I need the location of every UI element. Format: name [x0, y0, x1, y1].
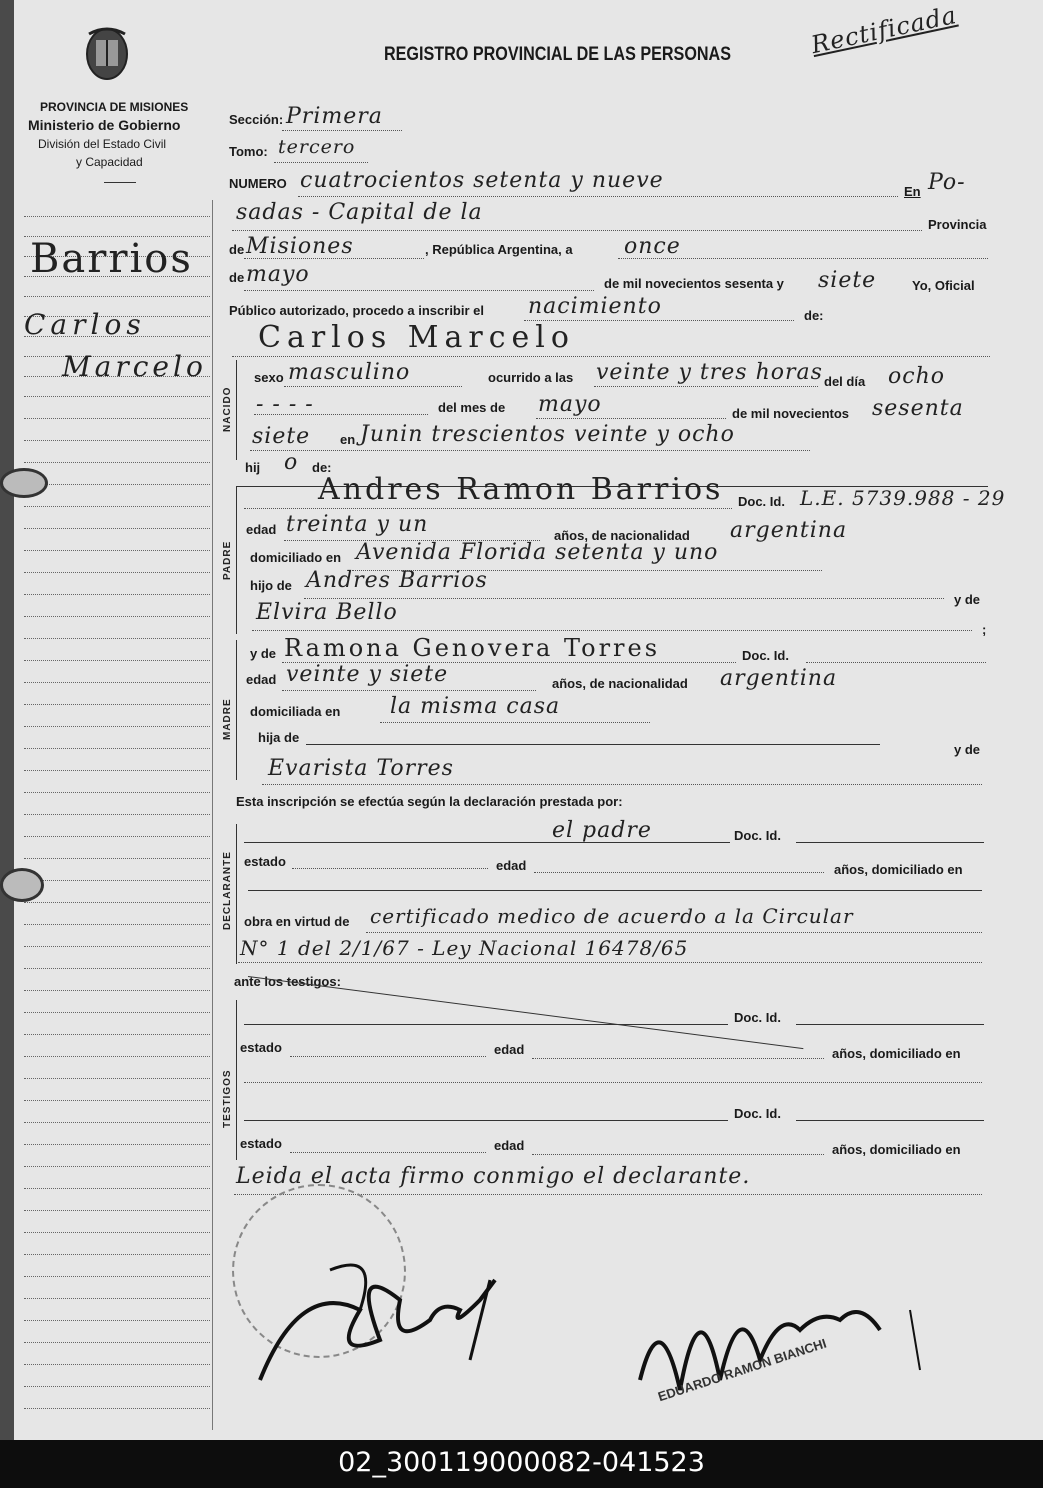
nacido-dia-value: ocho — [888, 364, 945, 389]
declarante-nombre-value: el padre — [552, 818, 652, 843]
mes-value: mayo — [246, 262, 310, 287]
testigo1-estado-label: estado — [240, 1040, 282, 1055]
provincia-rule — [244, 258, 424, 259]
padre-madre-value: Elvira Bello — [256, 600, 398, 625]
testigo2-anios-label: años, domiciliado en — [832, 1142, 961, 1157]
declarante-estado-label: estado — [244, 854, 286, 869]
testigo1-edad-rule — [532, 1058, 824, 1059]
yo-oficial-label: Yo, Oficial — [912, 278, 975, 293]
madre-doc-label: Doc. Id. — [742, 648, 789, 663]
publico-label: Público autorizado, procedo a inscribir el — [229, 303, 484, 318]
provincia-value: Misiones — [246, 234, 354, 259]
padre-hijo-label: hijo de — [250, 578, 292, 593]
republica-label: , República Argentina, a — [425, 242, 573, 257]
padre-semicolon: ; — [982, 622, 987, 637]
ministry-label: Ministerio de Gobierno — [28, 117, 181, 133]
testigo1-doc-label: Doc. Id. — [734, 1010, 781, 1025]
declarante-bracket — [236, 824, 237, 964]
header-divider — [104, 182, 136, 183]
provincia-label: Provincia — [928, 217, 987, 232]
acto-value: nacimiento — [528, 294, 662, 319]
madre-hija-rule — [306, 744, 880, 745]
padre-doc-label: Doc. Id. — [738, 494, 785, 509]
testigos-bracket — [236, 1000, 237, 1160]
madre-dom-label: domiciliada en — [250, 704, 341, 719]
declarante-intro: Esta inscripción se efectúa según la declaración prestada por: — [236, 794, 623, 809]
binding-hole — [0, 868, 44, 902]
de2-label: de — [229, 270, 245, 285]
del-dia-label: del día — [824, 374, 866, 389]
binding-hole — [0, 468, 48, 498]
padre-nombre-rule — [244, 508, 732, 509]
nacido-lugar-value: Junin trescientos veinte y ocho — [360, 422, 735, 447]
rectificada-annotation: Rectificada — [808, 0, 960, 60]
padre-dom-label: domiciliado en — [250, 550, 342, 565]
en-value: Po- — [928, 170, 966, 195]
testigos-intro: ante los testigos: — [234, 974, 341, 989]
padre-madre-rule — [252, 630, 972, 631]
nacido-en-label: en — [340, 432, 356, 447]
mes-rule — [244, 290, 594, 291]
hij-value: o — [284, 450, 299, 475]
hij-de-label: de: — [312, 460, 332, 475]
dia-value: once — [624, 234, 681, 259]
madre-madre-rule — [262, 784, 982, 785]
padre-section-label: PADRE — [222, 540, 233, 580]
madre-dom-rule — [380, 722, 650, 723]
declarante-doc-rule — [796, 842, 984, 843]
nacido-mes-rule — [536, 418, 726, 419]
seccion-rule — [282, 130, 402, 131]
obra-value-2: N° 1 del 2/1/67 - Ley Nacional 16478/65 — [240, 936, 689, 960]
de3-label: de: — [804, 308, 824, 323]
testigos-section-label: TESTIGOS — [222, 1069, 233, 1128]
padre-nac-value: argentina — [730, 518, 848, 543]
testigo1-dom-rule — [244, 1082, 982, 1083]
tomo-rule — [274, 162, 368, 163]
sexo-value: masculino — [288, 360, 411, 385]
tomo-value: tercero — [278, 136, 356, 158]
anio-label: de mil novecientos sesenta y — [604, 276, 784, 291]
padre-edad-label: edad — [246, 522, 277, 537]
madre-bracket — [236, 640, 237, 780]
mil-novecientos-label: de mil novecientos — [732, 406, 850, 421]
document-title: REGISTRO PROVINCIAL DE LAS PERSONAS — [384, 44, 731, 65]
testigo2-edad-rule — [532, 1154, 824, 1155]
dia-rule — [618, 258, 988, 259]
margin-names-2: Marcelo — [62, 350, 207, 383]
testigo2-estado-label: estado — [240, 1136, 282, 1151]
nacido-dash: - - - - — [256, 392, 314, 417]
madre-madre-value: Evarista Torres — [268, 756, 454, 781]
margin-surname: Barrios — [30, 236, 193, 282]
declarante-nombre-rule — [244, 842, 730, 843]
nacido-bracket — [236, 360, 237, 460]
stamp-name: EDUARDO RAMON BIANCHI — [656, 1335, 829, 1405]
nacido-mes-value: mayo — [538, 392, 602, 417]
padre-doc-value: L.E. 5739.988 - 29 — [800, 486, 1006, 510]
division-label-2: y Capacidad — [76, 155, 143, 169]
sexo-rule — [284, 386, 462, 387]
obra-label: obra en virtud de — [244, 914, 350, 929]
city-rule — [232, 230, 922, 231]
declarante-dom-rule — [248, 890, 982, 891]
madre-nac-value: argentina — [720, 666, 838, 691]
padre-hijo-value: Andres Barrios — [306, 568, 488, 593]
del-mes-label: del mes de — [438, 400, 506, 415]
scan-id-footer: 02_300119000082-041523 — [0, 1440, 1043, 1488]
tomo-label: Tomo: — [229, 144, 268, 159]
sexo-label: sexo — [254, 370, 284, 385]
declarante-section-label: DECLARANTE — [222, 851, 233, 930]
testigo1-nombre-rule — [244, 1024, 728, 1025]
closing-statement: Leida el acta firmo conmigo el declarante. — [236, 1164, 751, 1189]
city-value: sadas - Capital de la — [236, 200, 483, 225]
nacido-anio-value: sesenta — [872, 396, 964, 421]
padre-edad-value: treinta y un — [286, 512, 429, 537]
margin-names-1: Carlos — [24, 308, 146, 341]
testigo2-edad-label: edad — [494, 1138, 525, 1153]
nacido-anio2-value: siete — [252, 424, 311, 449]
margin-divider — [212, 200, 213, 1430]
numero-value: cuatrocientos setenta y nueve — [300, 168, 664, 193]
madre-edad-label: edad — [246, 672, 277, 687]
padre-hijo-rule — [304, 598, 944, 599]
de-label: de — [229, 242, 245, 257]
madre-y-de2-label: y de — [954, 742, 981, 757]
division-label: División del Estado Civil — [38, 137, 167, 151]
testigo1-edad-label: edad — [494, 1042, 525, 1057]
madre-nac-label: años, de nacionalidad — [552, 676, 688, 691]
testigo1-anios-label: años, domiciliado en — [832, 1046, 961, 1061]
padre-nombre-value: Andres Ramon Barrios — [318, 472, 724, 507]
hora-rule — [594, 386, 818, 387]
madre-nombre-value: Ramona Genovera Torres — [284, 634, 661, 662]
madre-edad-value: veinte y siete — [286, 662, 449, 687]
obra-rule-2 — [238, 962, 982, 963]
coat-of-arms-icon — [84, 24, 130, 82]
madre-doc-rule — [806, 662, 986, 663]
declarante-edad-rule — [534, 872, 824, 873]
testigo1-doc-rule — [796, 1024, 984, 1025]
numero-rule — [298, 196, 898, 197]
testigo1-estado-rule — [290, 1056, 486, 1057]
testigo2-estado-rule — [290, 1152, 486, 1153]
padre-y-de-label: y de — [954, 592, 981, 607]
declarante-edad-label: edad — [496, 858, 527, 873]
padre-dom-value: Avenida Florida setenta y uno — [356, 540, 719, 565]
hora-value: veinte y tres horas — [596, 360, 823, 385]
madre-y-de-label: y de — [250, 646, 277, 661]
testigo2-doc-label: Doc. Id. — [734, 1106, 781, 1121]
seccion-label: Sección: — [229, 112, 284, 127]
madre-hija-label: hija de — [258, 730, 300, 745]
padre-bracket — [236, 486, 237, 634]
madre-section-label: MADRE — [222, 698, 233, 740]
numero-label: NUMERO — [229, 176, 287, 191]
madre-dom-value: la misma casa — [390, 694, 561, 719]
nombre-value: Carlos Marcelo — [258, 320, 575, 355]
declarante-doc-label: Doc. Id. — [734, 828, 781, 843]
padre-nac-label: años, de nacionalidad — [554, 528, 690, 543]
declarante-anios-label: años, domiciliado en — [834, 862, 963, 877]
anio-value: siete — [818, 268, 877, 293]
obra-value: certificado medico de acuerdo a la Circular — [370, 904, 854, 928]
madre-edad-rule — [282, 690, 536, 691]
nombre-rule — [232, 356, 990, 357]
province-label: PROVINCIA DE MISIONES — [40, 100, 189, 114]
testigo2-doc-rule — [796, 1120, 984, 1121]
testigo2-nombre-rule — [244, 1120, 728, 1121]
nacido-dash-rule — [254, 414, 428, 415]
declarante-signature-icon — [240, 1240, 520, 1400]
nacido-section-label: NACIDO — [222, 386, 233, 432]
ocurrido-label: ocurrido a las — [488, 370, 574, 385]
nacido-lugar-rule — [250, 450, 810, 451]
hij-label: hij — [245, 460, 261, 475]
seccion-value: Primera — [286, 104, 383, 129]
declarante-estado-rule — [292, 868, 488, 869]
obra-rule — [366, 932, 982, 933]
en-label: En — [904, 184, 921, 199]
